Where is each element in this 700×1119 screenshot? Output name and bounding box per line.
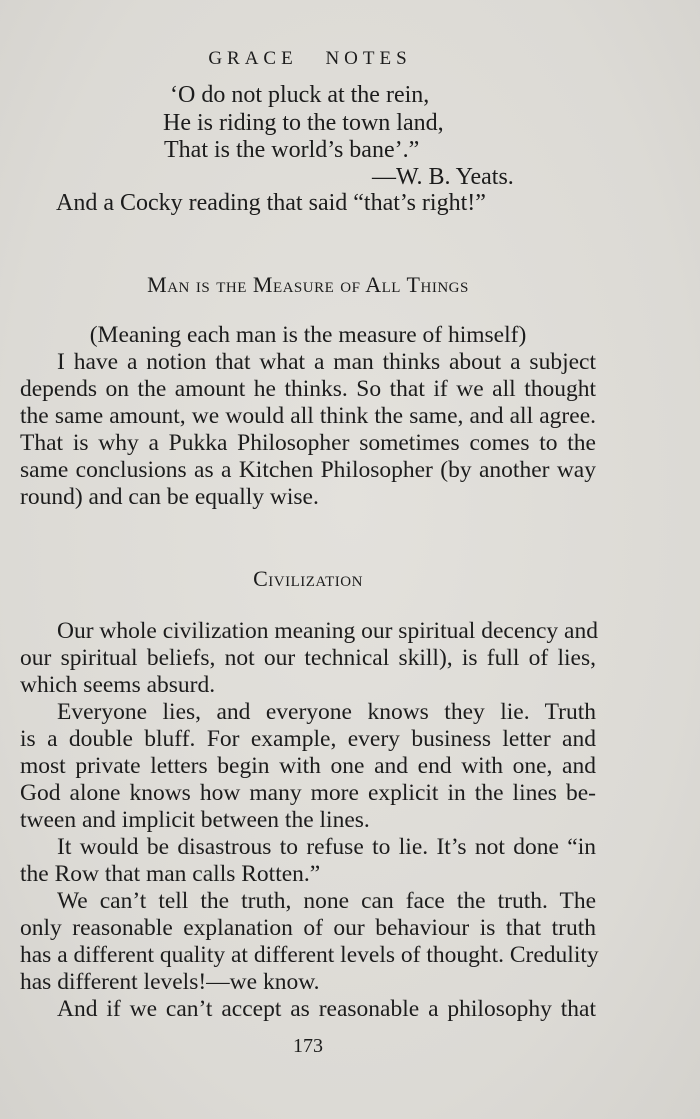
paragraph-line: the same amount, we would all think the same, and all agree. [20, 403, 596, 429]
paragraph-line: And if we can’t accept as reasonable a philosophy that [57, 996, 596, 1022]
paragraph-line: most private letters begin with one and end with one, and [20, 753, 596, 779]
paragraph-line: has a different quality at different levels of thought. Credulity [20, 942, 599, 968]
paragraph-line: has different levels!—we know. [20, 969, 320, 995]
paragraph-line: round) and can be equally wise. [20, 484, 319, 510]
poem-line-2: He is riding to the town land, [163, 110, 444, 136]
paragraph-line: only reasonable explanation of our behaviour is that truth [20, 915, 596, 941]
poem-followup: And a Cocky reading that said “that’s right!” [56, 190, 486, 216]
paragraph-line: I have a notion that what a man thinks about a subject [57, 349, 596, 375]
paragraph-line: tween and implicit between the lines. [20, 807, 370, 833]
page-number: 173 [293, 1035, 323, 1057]
paragraph-line: is a double bluff. For example, every business letter and [20, 726, 596, 752]
paragraph-line: Everyone lies, and everyone knows they lie. Truth [57, 699, 596, 725]
paragraph-line: God alone knows how many more explicit in the lines be- [20, 780, 596, 806]
section-subtitle: (Meaning each man is the measure of himself) [89, 322, 527, 348]
section-heading-measure: Man is the Measure of All Things [147, 272, 469, 297]
paragraph-line: which seems absurd. [20, 672, 216, 698]
paragraph-line: It would be disastrous to refuse to lie. It’s not done “in [57, 834, 596, 860]
paragraph-line: Our whole civilization meaning our spiritual decency and [57, 618, 598, 644]
paragraph-line: That is why a Pukka Philosopher sometimes comes to the [20, 430, 596, 456]
poem-attribution: —W. B. Yeats. [372, 164, 514, 190]
paragraph-line: depends on the amount he thinks. So that if we all thought [20, 376, 596, 402]
poem-line-1: ‘O do not pluck at the rein, [170, 82, 430, 108]
paragraph-line: We can’t tell the truth, none can face the truth. The [57, 888, 596, 914]
paragraph-line: our spiritual beliefs, not our technical skill), is full of lies, [20, 645, 596, 671]
paragraph-line: same conclusions as a Kitchen Philosopher (by another way [20, 457, 596, 483]
running-header: GRACE NOTES [208, 48, 412, 69]
paragraph-line: the Row that man calls Rotten.” [20, 861, 321, 887]
poem-line-3: That is the world’s bane’.” [164, 137, 420, 163]
section-heading-civilization: Civilization [253, 566, 363, 591]
